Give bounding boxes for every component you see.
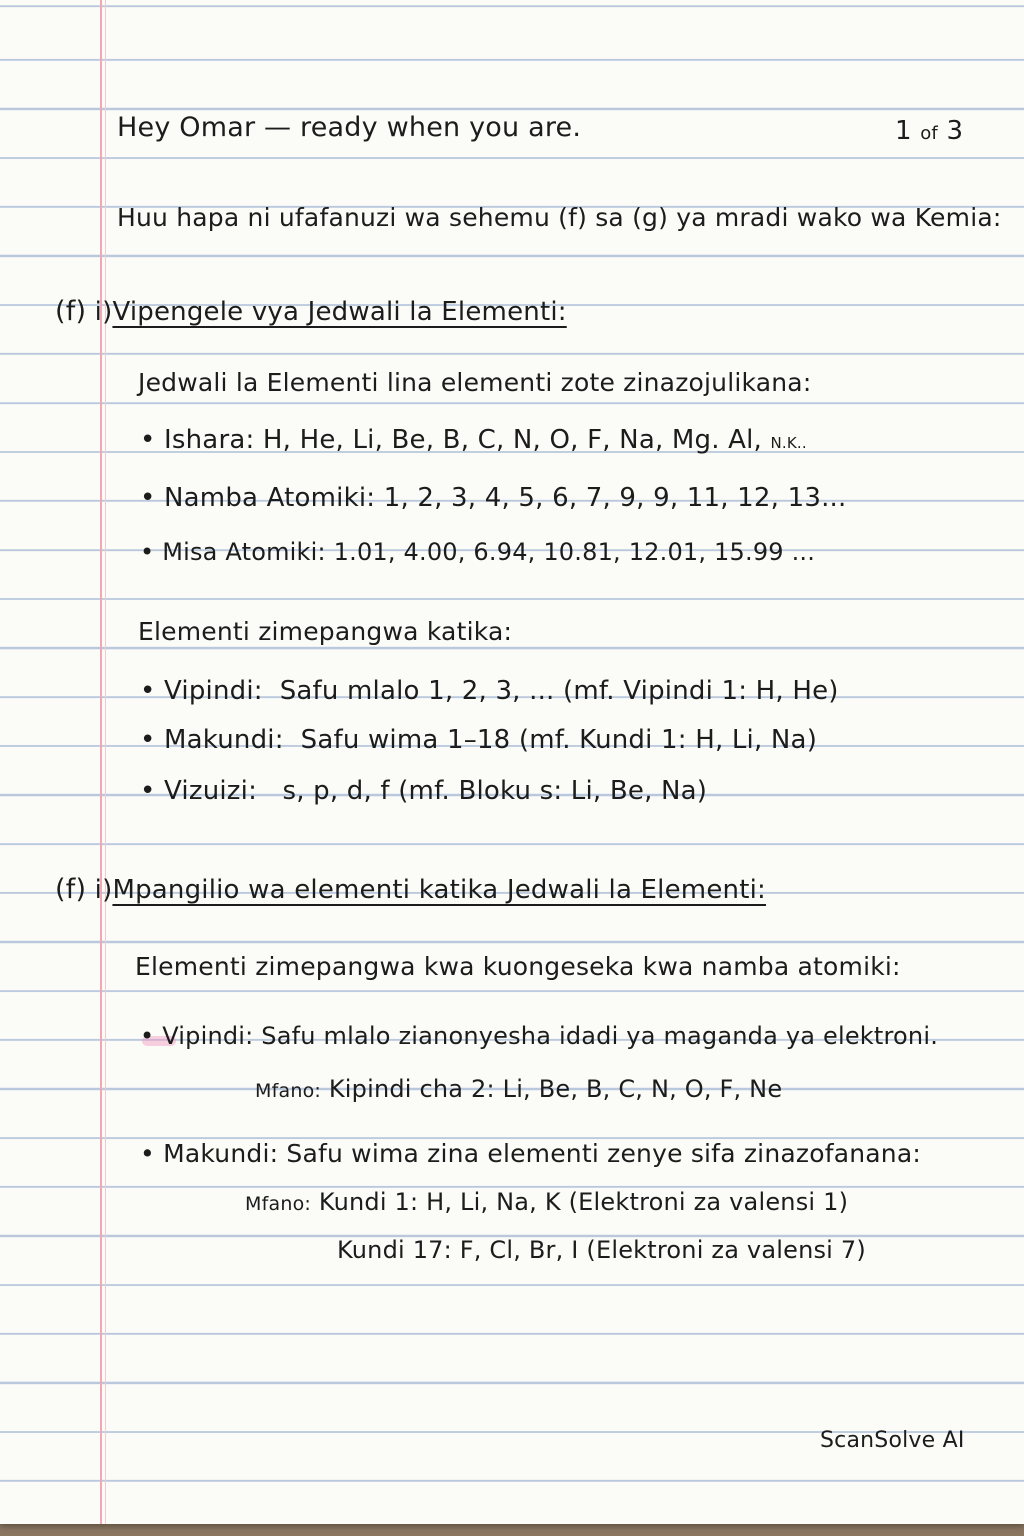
section1-intro: Jedwali la Elementi lina elementi zote zinazojulikana: <box>138 368 812 397</box>
page-total: 3 <box>946 116 964 146</box>
section2-title: Mpangilio wa elementi katika Jedwali la Elementi: <box>112 875 766 905</box>
bullet-value: H, He, Li, Be, B, C, N, O, F, Na, Mg. Al, <box>262 425 763 455</box>
example-label: Mfano: <box>245 1193 311 1215</box>
list-item: • Makundi: Safu wima zina elementi zenye sifa zinazofanana: <box>140 1139 921 1168</box>
list-item: • Vipindi: Safu mlalo 1, 2, 3, ... (mf. Vipindi 1: H, He) <box>140 676 839 706</box>
example-line <box>337 1236 866 1264</box>
example-line <box>255 1075 782 1103</box>
example-line <box>245 1188 848 1216</box>
bullet-value: Safu wima zina elementi zenye sifa zinazofanana: <box>286 1139 921 1168</box>
bullet-label: Makundi: <box>163 1139 279 1168</box>
brand-signature: ScanSolve AI <box>820 1428 965 1453</box>
section1-heading <box>55 296 567 327</box>
greeting: Hey Omar — ready when you are. <box>117 112 582 143</box>
example-value: Kundi 17: F, Cl, Br, I (Elektroni za valensi 7) <box>337 1236 866 1264</box>
category-label: Makundi: <box>164 725 284 755</box>
intro-text: Huu hapa ni ufafanuzi wa sehemu (f) sa (g) ya mradi wako wa Kemia: <box>117 203 1002 232</box>
list-item: • Ishara: H, He, Li, Be, B, C, N, O, F, Na, Mg. Al, N.K.. <box>140 425 807 455</box>
section2-marker: (f) <box>55 874 87 905</box>
category-label: Vizuizi: <box>164 776 258 806</box>
page-of: of <box>920 123 938 144</box>
bullet-label: Namba Atomiki: <box>164 483 376 513</box>
list-item: • Vizuizi: s, p, d, f (mf. Bloku s: Li, Be, Na) <box>140 776 708 806</box>
section1-sub: i) <box>94 297 113 327</box>
margin-line-inner <box>105 0 106 1524</box>
bullet-suffix: N.K.. <box>770 434 807 452</box>
example-label: Mfano: <box>255 1080 321 1102</box>
list-item: • Misa Atomiki: 1.01, 4.00, 6.94, 10.81, 12.01, 15.99 ... <box>140 538 816 566</box>
bullet-value: Safu mlalo zianonyesha idadi ya maganda ya elektroni. <box>261 1022 939 1050</box>
section2-intro: Elementi zimepangwa kwa kuongeseka kwa namba atomiki: <box>135 952 901 981</box>
section1-title: Vipengele vya Jedwali la Elementi: <box>112 297 567 327</box>
example-value: Kundi 1: H, Li, Na, K (Elektroni za valensi 1) <box>318 1188 849 1216</box>
category-value: Safu wima 1–18 (mf. Kundi 1: H, Li, Na) <box>300 725 818 755</box>
page-indicator <box>895 116 963 146</box>
bullet-label: Ishara: <box>164 425 255 455</box>
category-label: Vipindi: <box>164 676 263 706</box>
bullet-label: Vipindi: <box>162 1022 254 1050</box>
bullet-value: 1, 2, 3, 4, 5, 6, 7, 9, 9, 11, 12, 13... <box>383 483 847 513</box>
section2-heading <box>55 874 766 905</box>
margin-line <box>100 0 102 1524</box>
list-item: • Vipindi: Safu mlalo zianonyesha idadi ya maganda ya elektroni. <box>140 1022 939 1050</box>
bullet-value: 1.01, 4.00, 6.94, 10.81, 12.01, 15.99 ... <box>333 538 816 566</box>
section1-organized-intro: Elementi zimepangwa katika: <box>138 617 513 646</box>
example-value: Kipindi cha 2: Li, Be, B, C, N, O, F, Ne <box>328 1075 783 1103</box>
bullet-label: Misa Atomiki: <box>162 538 326 566</box>
page-number: 1 <box>895 116 912 146</box>
list-item: • Makundi: Safu wima 1–18 (mf. Kundi 1: H, Li, Na) <box>140 725 818 755</box>
section2-sub: i) <box>94 875 113 905</box>
category-value: s, p, d, f (mf. Bloku s: Li, Be, Na) <box>282 776 708 806</box>
category-value: Safu mlalo 1, 2, 3, ... (mf. Vipindi 1: H, He) <box>279 676 839 706</box>
list-item: • Namba Atomiki: 1, 2, 3, 4, 5, 6, 7, 9, 9, 11, 12, 13... <box>140 483 847 513</box>
section1-marker: (f) <box>55 296 87 327</box>
